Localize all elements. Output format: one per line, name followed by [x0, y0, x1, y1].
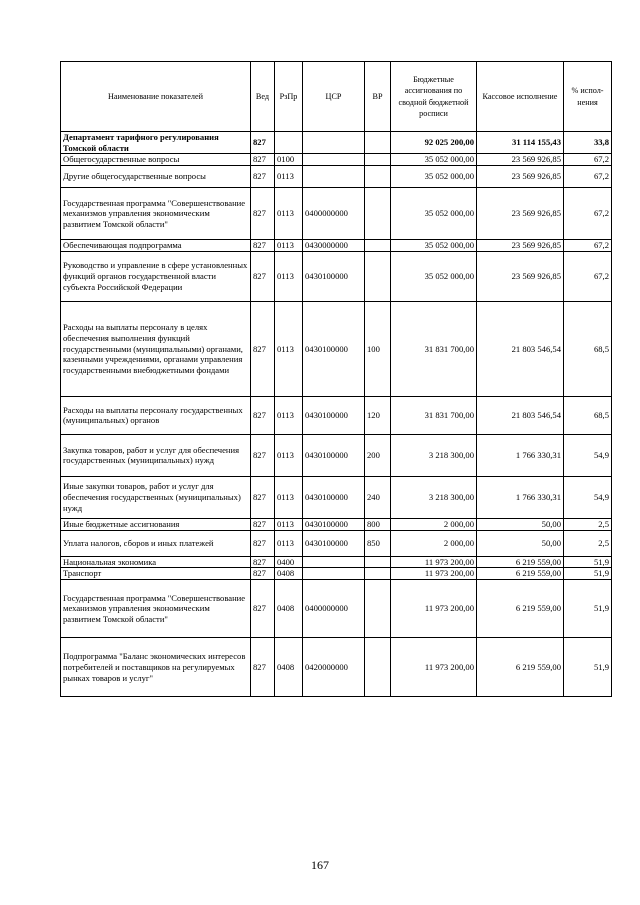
cell-name: Национальная экономика [61, 556, 251, 568]
cell-name: Руководство и управление в сфере установленных функций органов государственной власти субъекта Российской Федерации [61, 251, 251, 301]
cell-cash: 6 219 559,00 [477, 568, 564, 580]
page-number: 167 [311, 858, 329, 872]
cell-csr [303, 166, 365, 188]
cell-budget: 35 052 000,00 [391, 251, 477, 301]
cell-rzpr: 0113 [275, 166, 303, 188]
cell-vr: 200 [365, 434, 391, 476]
table-row [61, 240, 612, 252]
cell-ved: 827 [251, 251, 275, 301]
cell-rzpr: 0113 [275, 476, 303, 518]
cell-csr: 0430100000 [303, 301, 365, 396]
cell-vr [365, 638, 391, 697]
cell-vr [365, 556, 391, 568]
cell-pct: 51,9 [564, 580, 612, 638]
cell-vr: 120 [365, 396, 391, 434]
table-row [61, 132, 612, 154]
cell-vr [365, 568, 391, 580]
cell-pct: 67,2 [564, 251, 612, 301]
cell-csr: 0430100000 [303, 396, 365, 434]
cell-budget: 3 218 300,00 [391, 434, 477, 476]
cell-csr: 0430100000 [303, 476, 365, 518]
cell-rzpr: 0400 [275, 556, 303, 568]
cell-rzpr: 0113 [275, 530, 303, 556]
cell-budget: 35 052 000,00 [391, 240, 477, 252]
table-row [61, 638, 612, 697]
table-row [61, 166, 612, 188]
cell-vr: 800 [365, 518, 391, 530]
cell-rzpr: 0113 [275, 434, 303, 476]
cell-vr: 100 [365, 301, 391, 396]
cell-ved: 827 [251, 568, 275, 580]
cell-csr: 0420000000 [303, 638, 365, 697]
cell-pct: 2,5 [564, 530, 612, 556]
table-row [61, 301, 612, 396]
table-row [61, 251, 612, 301]
cell-pct: 67,2 [564, 240, 612, 252]
cell-rzpr: 0113 [275, 396, 303, 434]
cell-vr [365, 166, 391, 188]
cell-cash: 23 569 926,85 [477, 240, 564, 252]
col-header-cash: Кассовое исполнение [477, 62, 564, 132]
cell-budget: 11 973 200,00 [391, 580, 477, 638]
cell-name: Транспорт [61, 568, 251, 580]
cell-csr: 0400000000 [303, 580, 365, 638]
cell-name: Обеспечивающая подпрограмма [61, 240, 251, 252]
cell-cash: 21 803 546,54 [477, 301, 564, 396]
cell-pct: 68,5 [564, 396, 612, 434]
cell-csr: 0430100000 [303, 518, 365, 530]
cell-rzpr [275, 132, 303, 154]
cell-vr [365, 580, 391, 638]
cell-csr [303, 154, 365, 166]
table-row [61, 476, 612, 518]
cell-ved: 827 [251, 154, 275, 166]
cell-name: Государственная программа "Совершенствование механизмов управления экономическим развитием Томской области" [61, 580, 251, 638]
cell-vr [365, 132, 391, 154]
cell-cash: 23 569 926,85 [477, 188, 564, 240]
cell-name: Уплата налогов, сборов и иных платежей [61, 530, 251, 556]
cell-vr: 850 [365, 530, 391, 556]
cell-pct: 2,5 [564, 518, 612, 530]
cell-cash: 1 766 330,31 [477, 476, 564, 518]
budget-execution-table [60, 61, 612, 697]
table-row [61, 188, 612, 240]
cell-budget: 11 973 200,00 [391, 638, 477, 697]
table-row [61, 518, 612, 530]
cell-pct: 67,2 [564, 188, 612, 240]
cell-budget: 31 831 700,00 [391, 301, 477, 396]
cell-rzpr: 0113 [275, 301, 303, 396]
cell-name: Подпрограмма "Баланс экономических интересов потребителей и поставщиков на регулируемых рынках товаров и услуг" [61, 638, 251, 697]
cell-ved: 827 [251, 638, 275, 697]
cell-rzpr: 0113 [275, 518, 303, 530]
cell-budget: 11 973 200,00 [391, 556, 477, 568]
col-header-ved: Вед [251, 62, 275, 132]
cell-cash: 6 219 559,00 [477, 580, 564, 638]
col-header-budget: Бюджетные ассигнования по сводной бюджетной росписи [391, 62, 477, 132]
cell-ved: 827 [251, 240, 275, 252]
table-row [61, 580, 612, 638]
cell-budget: 35 052 000,00 [391, 166, 477, 188]
cell-ved: 827 [251, 301, 275, 396]
cell-cash: 50,00 [477, 518, 564, 530]
col-header-name: Наименование показателей [61, 62, 251, 132]
cell-name: Расходы на выплаты персоналу государственных (муниципальных) органов [61, 396, 251, 434]
cell-csr [303, 556, 365, 568]
table-row [61, 568, 612, 580]
col-header-pct: % испол-нения [564, 62, 612, 132]
cell-pct: 51,9 [564, 568, 612, 580]
cell-vr: 240 [365, 476, 391, 518]
cell-rzpr: 0100 [275, 154, 303, 166]
cell-budget: 35 052 000,00 [391, 154, 477, 166]
cell-csr: 0430100000 [303, 434, 365, 476]
cell-rzpr: 0408 [275, 568, 303, 580]
cell-ved: 827 [251, 476, 275, 518]
cell-cash: 6 219 559,00 [477, 638, 564, 697]
cell-cash: 23 569 926,85 [477, 166, 564, 188]
col-header-rzpr: РзПр [275, 62, 303, 132]
cell-pct: 68,5 [564, 301, 612, 396]
cell-pct: 67,2 [564, 154, 612, 166]
cell-budget: 35 052 000,00 [391, 188, 477, 240]
cell-name: Закупка товаров, работ и услуг для обеспечения государственных (муниципальных) нужд [61, 434, 251, 476]
cell-pct: 33,8 [564, 132, 612, 154]
cell-budget: 3 218 300,00 [391, 476, 477, 518]
cell-ved: 827 [251, 166, 275, 188]
table-row [61, 154, 612, 166]
cell-ved: 827 [251, 434, 275, 476]
cell-rzpr: 0113 [275, 251, 303, 301]
cell-name: Иные закупки товаров, работ и услуг для обеспечения государственных (муниципальных) нужд [61, 476, 251, 518]
cell-cash: 23 569 926,85 [477, 154, 564, 166]
cell-ved: 827 [251, 580, 275, 638]
table-row [61, 434, 612, 476]
cell-name: Другие общегосударственные вопросы [61, 166, 251, 188]
cell-rzpr: 0408 [275, 580, 303, 638]
cell-ved: 827 [251, 556, 275, 568]
cell-ved: 827 [251, 188, 275, 240]
table-row [61, 396, 612, 434]
cell-ved: 827 [251, 396, 275, 434]
cell-pct: 54,9 [564, 476, 612, 518]
cell-budget: 2 000,00 [391, 530, 477, 556]
cell-csr: 0430100000 [303, 251, 365, 301]
cell-name: Государственная программа "Совершенствование механизмов управления экономическим развитием Томской области" [61, 188, 251, 240]
table-row [61, 556, 612, 568]
cell-budget: 2 000,00 [391, 518, 477, 530]
col-header-csr: ЦСР [303, 62, 365, 132]
col-header-vr: ВР [365, 62, 391, 132]
cell-budget: 31 831 700,00 [391, 396, 477, 434]
cell-csr [303, 132, 365, 154]
cell-name: Департамент тарифного регулирования Томской области [61, 132, 251, 154]
cell-cash: 31 114 155,43 [477, 132, 564, 154]
table-body [61, 132, 612, 697]
cell-vr [365, 251, 391, 301]
cell-cash: 1 766 330,31 [477, 434, 564, 476]
table-row [61, 530, 612, 556]
cell-csr [303, 568, 365, 580]
cell-pct: 51,9 [564, 638, 612, 697]
cell-name: Общегосударственные вопросы [61, 154, 251, 166]
cell-csr: 0430000000 [303, 240, 365, 252]
cell-pct: 54,9 [564, 434, 612, 476]
cell-ved: 827 [251, 132, 275, 154]
cell-cash: 6 219 559,00 [477, 556, 564, 568]
cell-vr [365, 240, 391, 252]
cell-cash: 23 569 926,85 [477, 251, 564, 301]
cell-budget: 92 025 200,00 [391, 132, 477, 154]
cell-csr: 0400000000 [303, 188, 365, 240]
cell-csr: 0430100000 [303, 530, 365, 556]
cell-vr [365, 188, 391, 240]
cell-vr [365, 154, 391, 166]
cell-name: Иные бюджетные ассигнования [61, 518, 251, 530]
cell-budget: 11 973 200,00 [391, 568, 477, 580]
cell-ved: 827 [251, 530, 275, 556]
cell-cash: 21 803 546,54 [477, 396, 564, 434]
cell-ved: 827 [251, 518, 275, 530]
cell-rzpr: 0113 [275, 188, 303, 240]
cell-cash: 50,00 [477, 530, 564, 556]
cell-rzpr: 0408 [275, 638, 303, 697]
table-header-row [61, 62, 612, 132]
cell-name: Расходы на выплаты персоналу в целях обеспечения выполнения функций государственными (муниципальными) органами, казенными учреждениями, органами управления государственными внебюджетными фондами [61, 301, 251, 396]
cell-rzpr: 0113 [275, 240, 303, 252]
cell-pct: 51,9 [564, 556, 612, 568]
cell-pct: 67,2 [564, 166, 612, 188]
